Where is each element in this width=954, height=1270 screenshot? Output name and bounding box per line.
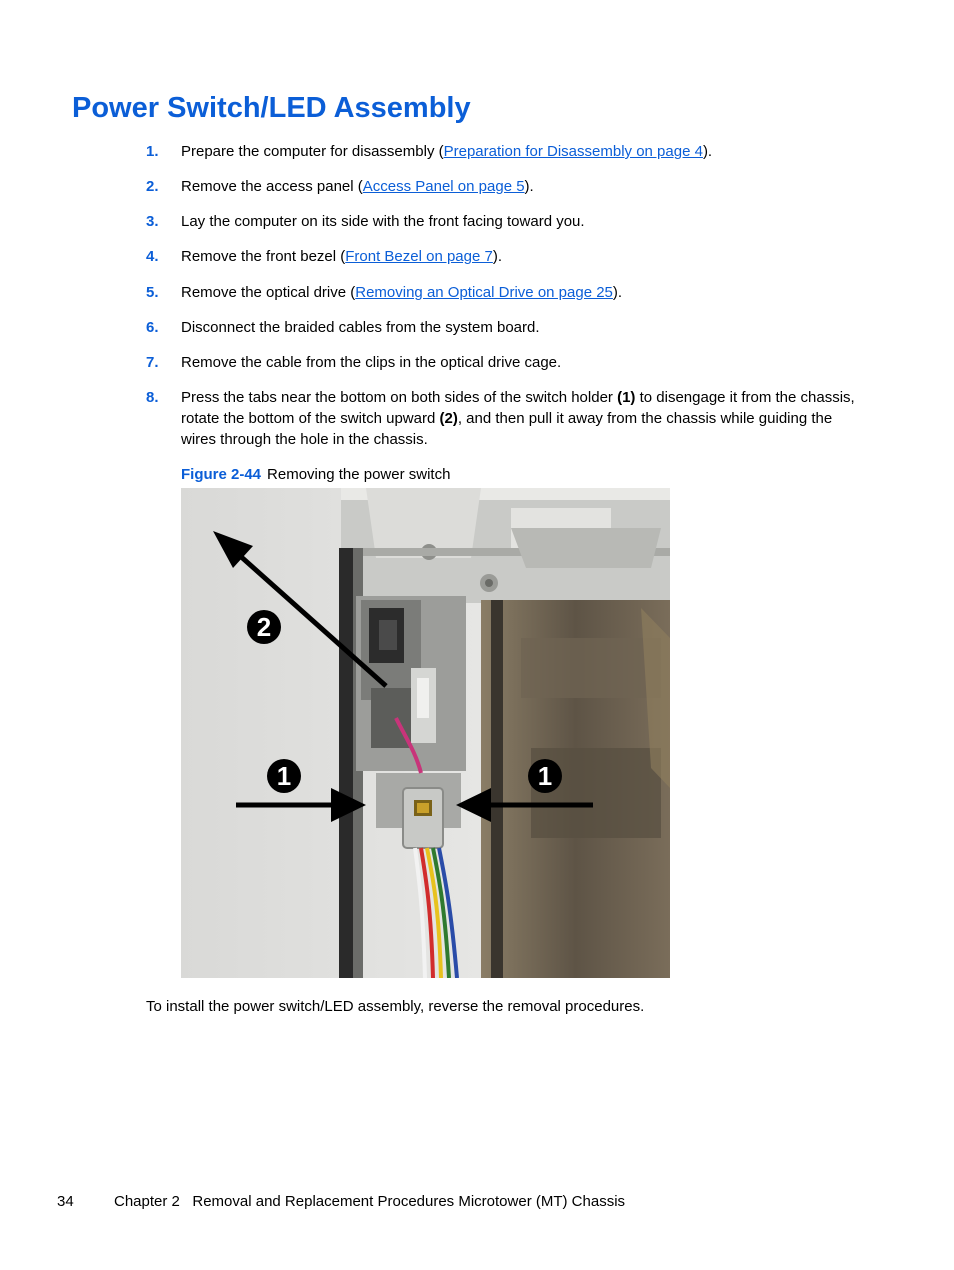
step-number: 1. xyxy=(146,143,159,160)
step-text: Remove the front bezel (Front Bezel on page 7). xyxy=(181,248,503,265)
step-number: 4. xyxy=(146,248,159,265)
footer-chapter: Chapter 2 Removal and Replacement Procedures Microtower (MT) Chassis xyxy=(114,1193,626,1210)
callout-2-label: 2 xyxy=(256,612,272,642)
step-number: 6. xyxy=(146,319,159,336)
step-number: 8. xyxy=(146,389,159,406)
step-text: Remove the optical drive (Removing an Optical Drive on page 25). xyxy=(181,284,623,301)
page-title: Power Switch/LED Assembly xyxy=(72,92,471,124)
figure-photo xyxy=(181,488,670,978)
figure-caption-text: Removing the power switch xyxy=(267,466,451,483)
step-text: Lay the computer on its side with the front facing toward you. xyxy=(181,213,585,230)
footer-page-number: 34 xyxy=(57,1193,74,1210)
step-number: 7. xyxy=(146,354,159,371)
callout-1-right xyxy=(528,759,562,793)
callout-2 xyxy=(247,610,281,644)
step-number: 3. xyxy=(146,213,159,230)
step-text: Remove the access panel (Access Panel on page 5). xyxy=(181,178,534,195)
step-text: Disconnect the braided cables from the system board. xyxy=(181,319,540,336)
closing-paragraph: To install the power switch/LED assembly, reverse the removal procedures. xyxy=(146,998,645,1015)
step-text: Remove the cable from the clips in the optical drive cage. xyxy=(181,354,562,371)
step-text: Prepare the computer for disassembly (Preparation for Disassembly on page 4). xyxy=(181,143,713,160)
step-text: Press the tabs near the bottom on both sides of the switch holder (1) to disengage it from the chassis, rotate the bottom of the switch upward (2), and then pull it away from the chassis while guiding the wires through the hole in the chassis. xyxy=(181,389,855,448)
link-removing-optical-drive[interactable]: Removing an Optical Drive on page 25 xyxy=(355,284,613,301)
callout-1-left-label: 1 xyxy=(276,761,292,791)
step-number: 5. xyxy=(146,284,159,301)
step-number: 2. xyxy=(146,178,159,195)
link-access-panel[interactable]: Access Panel on page 5 xyxy=(362,178,525,195)
callout-1-right-label: 1 xyxy=(537,761,553,791)
callout-1-left xyxy=(267,759,301,793)
link-front-bezel[interactable]: Front Bezel on page 7 xyxy=(345,248,493,265)
link-preparation-for-disassembly[interactable]: Preparation for Disassembly on page 4 xyxy=(443,143,703,160)
figure-caption xyxy=(181,464,450,485)
figure-label: Figure 2-44 xyxy=(181,466,262,483)
